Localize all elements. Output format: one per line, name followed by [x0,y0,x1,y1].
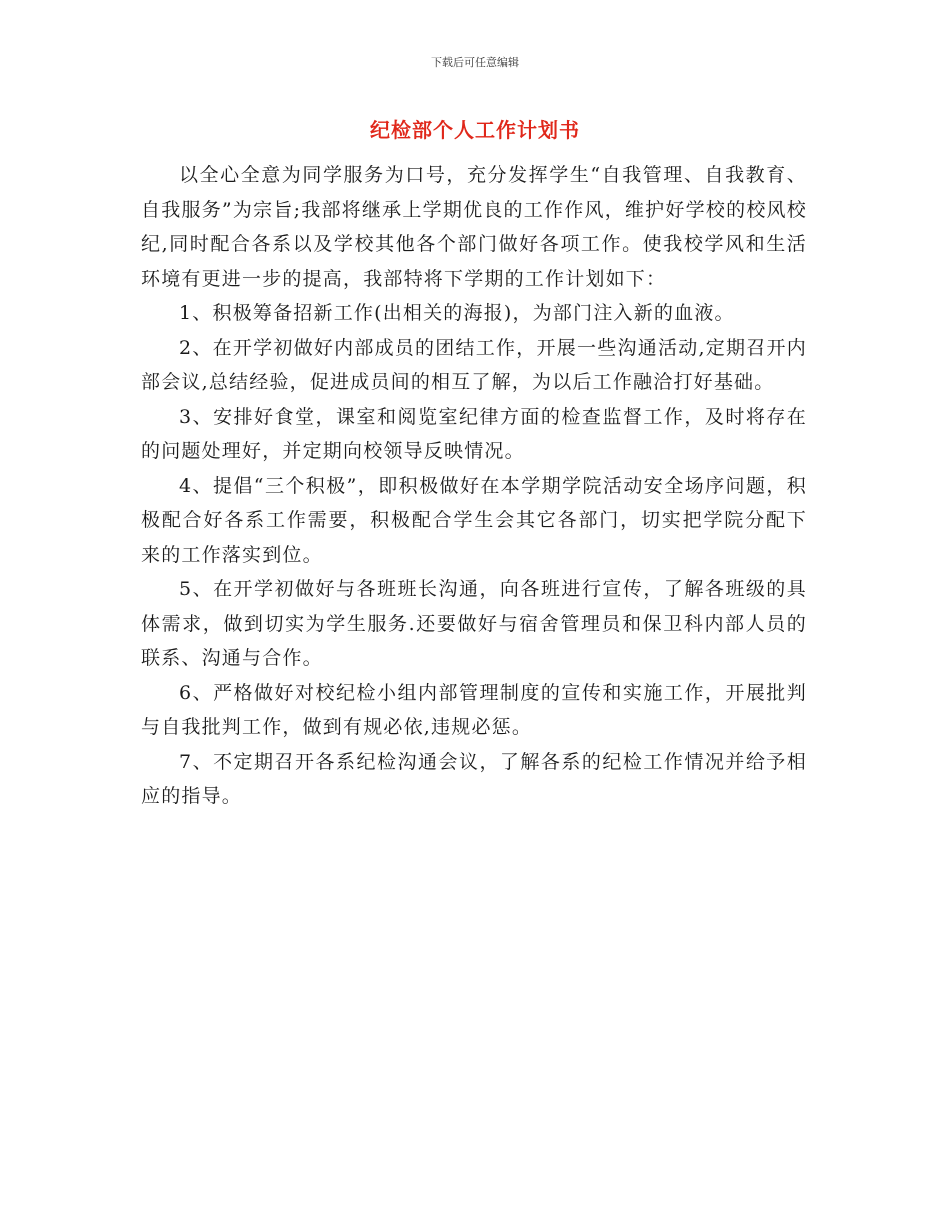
header-note: 下载后可任意编辑 [431,56,519,69]
paragraph-item-6: 6、严格做好对校纪检小组内部管理制度的宣传和实施工作，开展批判与自我批判工作，做到有规必依,违规必惩。 [141,681,807,738]
paragraph-item-5: 5、在开学初做好与各班班长沟通，向各班进行宣传，了解各班级的具体需求，做到切实为学生服务.还要做好与宿舍管理员和保卫科内部人员的联系、沟通与合作。 [141,578,807,669]
paragraph-item-2: 2、在开学初做好内部成员的团结工作，开展一些沟通活动,定期召开内部会议,总结经验，促进成员间的相互了解，为以后工作融洽打好基础。 [141,336,807,393]
paragraph-intro: 以全心全意为同学服务为口号，充分发挥学生“自我管理、自我教育、自我服务”为宗旨;我部将继承上学期优良的工作作风，维护好学校的校风校纪,同时配合各系以及学校其他各个部门做好各项工作。使我校学风和生活环境有更进一步的提高，我部特将下学期的工作计划如下： [141,164,807,290]
paragraph-item-1: 1、积极筹备招新工作(出相关的海报)，为部门注入新的血液。 [179,302,735,324]
paragraph-item-4: 4、提倡“三个积极”，即积极做好在本学期学院活动安全场序问题，积极配合好各系工作需要，积极配合学生会其它各部门，切实把学院分配下来的工作落实到位。 [141,474,807,566]
paragraph-item-3: 3、安排好食堂，课室和阅览室纪律方面的检查监督工作，及时将存在的问题处理好，并定期向校领导反映情况。 [141,405,807,462]
paragraph-item-7: 7、不定期召开各系纪检沟通会议，了解各系的纪检工作情况并给予相应的指导。 [141,750,807,807]
document-body [141,158,807,814]
document-title: 纪检部个人工作计划书 [370,118,580,142]
